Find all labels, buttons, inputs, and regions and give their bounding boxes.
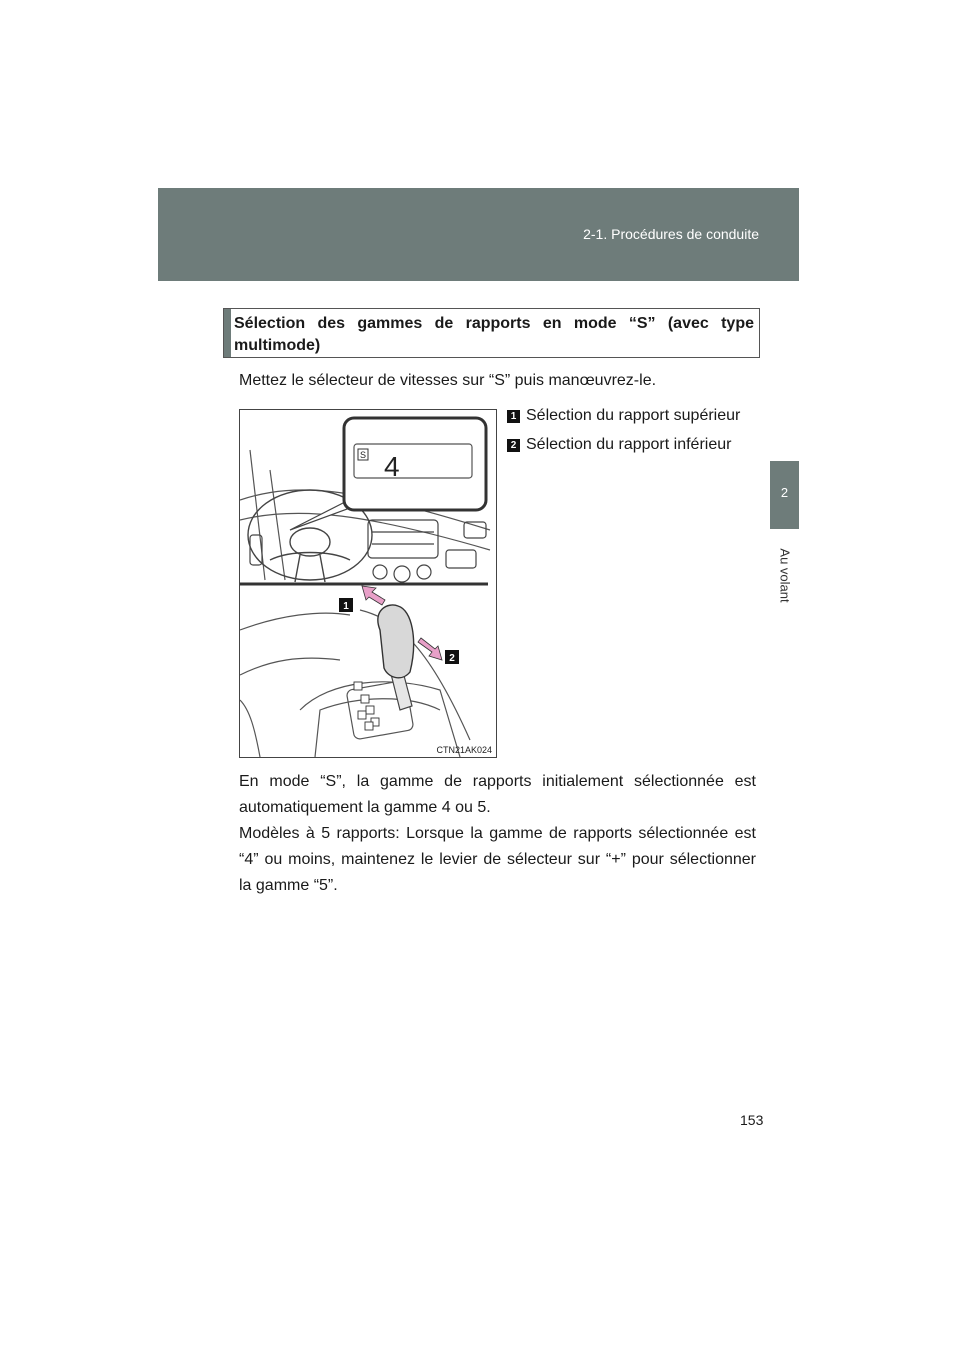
display-gear-number: 4 [384,451,400,482]
callout-number-1: 1 [343,601,349,612]
legend-item-downshift [507,436,731,454]
illustration-drawing [240,410,496,757]
chapter-side-label: Au volant [777,548,793,603]
section-heading-box [223,308,760,358]
chapter-title: 2-1. Procédures de conduite [583,226,759,242]
legend-text-1: Sélection du rapport supérieur [526,407,741,424]
body-paragraph-2: Modèles à 5 rapports: Lorsque la gamme de rapports sélectionnée est “4” ou moins, maintenez le levier de sélecteur sur “+” pour sélectionner la gamme “5”. [239,825,756,894]
shift-lever-knob [378,605,414,678]
center-console [250,520,486,582]
callout-number-2: 2 [449,653,455,664]
body-text [239,769,756,899]
figure-code: CTN21AK024 [436,745,492,755]
gear-position-labels [354,682,379,730]
shift-lever-illustration [239,409,497,758]
body-paragraph-1: En mode “S”, la gamme de rapports initialement sélectionnée est automatiquement la gamme 4 ou 5. [239,773,756,816]
intro-text: Mettez le sélecteur de vitesses sur “S” puis manœuvrez-le. [239,372,657,389]
display-mode-letter: S [359,450,367,460]
chapter-tab-number: 2 [780,485,789,500]
gear-display [354,444,472,478]
section-heading-bar [224,309,231,357]
chapter-tab [770,461,799,529]
legend-item-upshift [507,407,740,425]
legend-text-2: Sélection du rapport inférieur [526,436,732,453]
page-number: 153 [740,1112,764,1128]
downshift-arrow [418,638,442,660]
upshift-arrow [362,586,385,605]
legend-badge-1: 1 [507,410,520,423]
section-title: Sélection des gammes de rapports en mode “S” (avec type multimode) [234,315,754,354]
legend-badge-2: 2 [507,439,520,452]
header-band [158,188,799,281]
